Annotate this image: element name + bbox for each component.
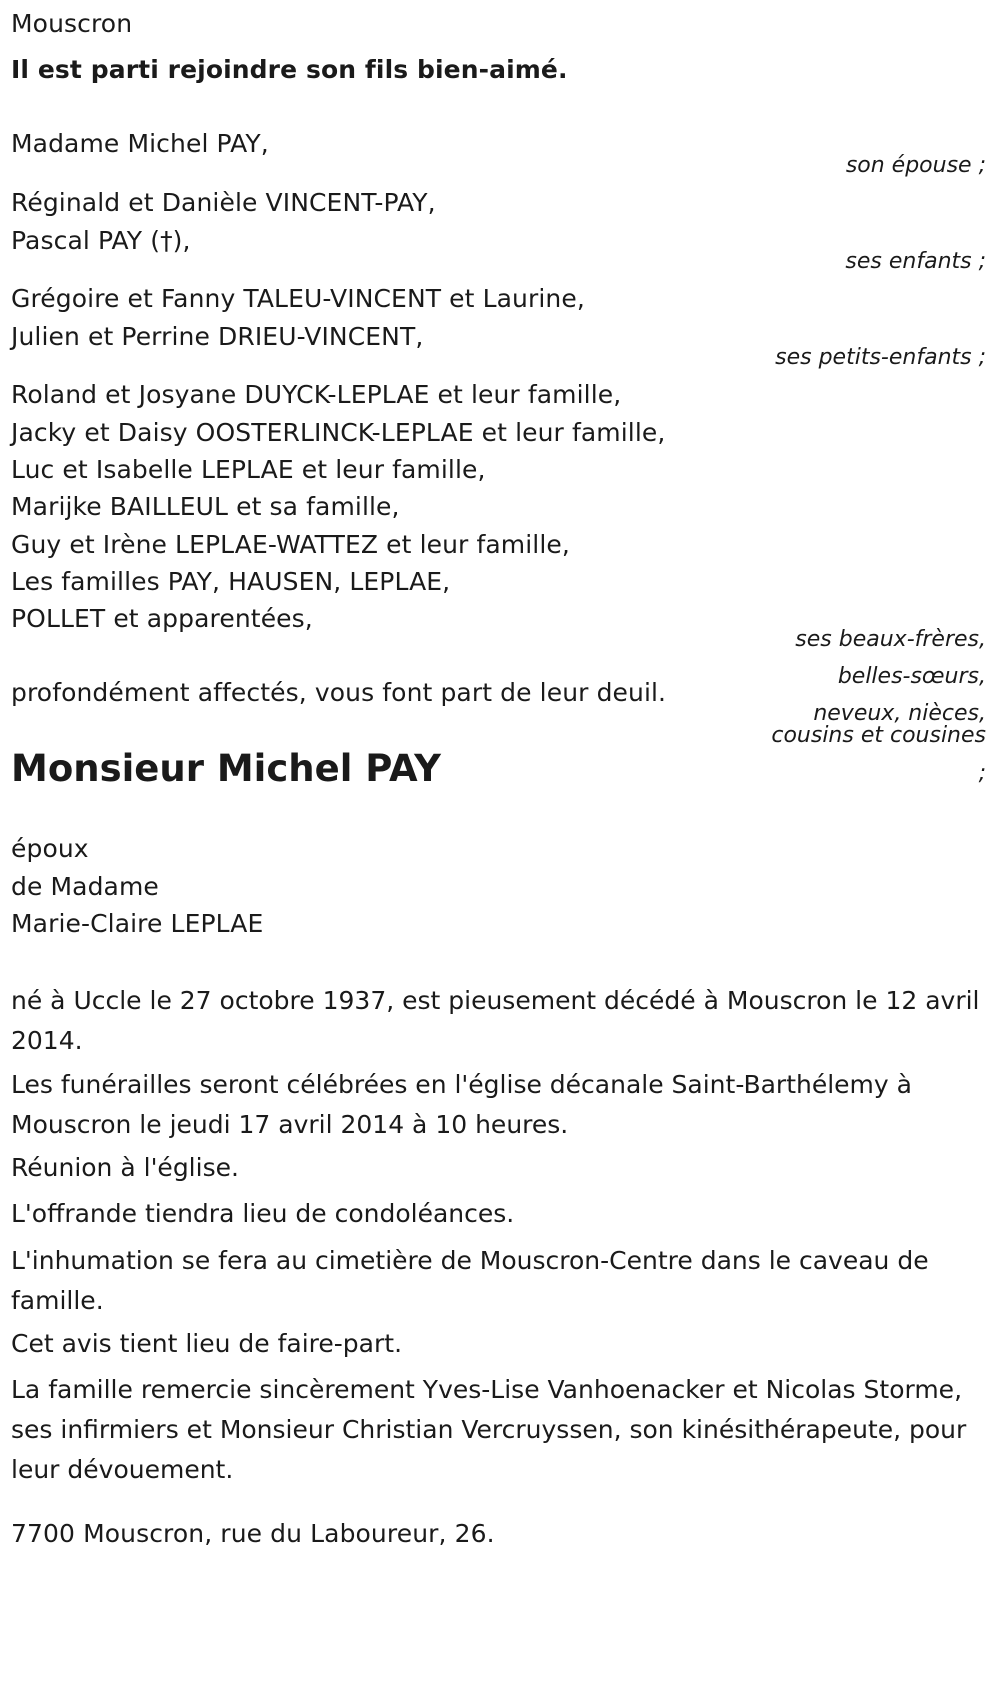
announcement: profondément affectés, vous font part de leur deuil. bbox=[11, 678, 667, 707]
role-label: neveux, nièces, bbox=[813, 701, 986, 726]
role-label: ses petits-enfants ; bbox=[775, 345, 986, 370]
town-name: Mouscron bbox=[11, 9, 133, 38]
address: 7700 Mouscron, rue du Laboureur, 26. bbox=[11, 1519, 495, 1548]
mourner-line: Julien et Perrine DRIEU-VINCENT, bbox=[11, 322, 424, 351]
mourner-line: Grégoire et Fanny TALEU-VINCENT et Laurine, bbox=[11, 284, 585, 313]
mourner-line: Jacky et Daisy OOSTERLINCK-LEPLAE et leur famille, bbox=[11, 418, 666, 447]
tagline: Il est parti rejoindre son fils bien-aimé. bbox=[11, 55, 568, 84]
role-label: son épouse ; bbox=[845, 153, 986, 178]
mourner-line: Pascal PAY (†), bbox=[11, 226, 191, 255]
mourner-line: Les familles PAY, HAUSEN, LEPLAE, bbox=[11, 567, 451, 596]
paragraph-notice: Cet avis tient lieu de faire-part. bbox=[11, 1329, 403, 1358]
mourner-line: POLLET et apparentées, bbox=[11, 604, 313, 633]
mourner-line: Réginald et Danièle VINCENT-PAY, bbox=[11, 188, 436, 217]
mourner-line: Roland et Josyane DUYCK-LEPLAE et leur famille, bbox=[11, 380, 622, 409]
paragraph-birth-death: né à Uccle le 27 octobre 1937, est pieusement décédé à Mouscron le 12 avril 2014. bbox=[11, 986, 980, 1055]
role-label: ses beaux-frères, bbox=[795, 627, 986, 652]
paragraph-burial: L'inhumation se fera au cimetière de Mouscron-Centre dans le caveau de famille. bbox=[11, 1246, 929, 1315]
role-label: cousins et cousines bbox=[771, 723, 986, 748]
mourner-line: Madame Michel PAY, bbox=[11, 129, 269, 158]
mourner-line: Marijke BAILLEUL et sa famille, bbox=[11, 492, 400, 521]
spouse-line: de Madame bbox=[11, 872, 159, 901]
role-label: belles-sœurs, bbox=[837, 664, 986, 689]
paragraph-thanks: La famille remercie sincèrement Yves-Lise Vanhoenacker et Nicolas Storme, ses infirmiers et Monsieur Christian Vercruyssen, son kinésithérapeute, pour leur dévouement. bbox=[11, 1375, 967, 1484]
role-label: ; bbox=[978, 761, 986, 786]
paragraph-offering: L'offrande tiendra lieu de condoléances. bbox=[11, 1199, 515, 1228]
spouse-line: Marie-Claire LEPLAE bbox=[11, 909, 264, 938]
role-label: ses enfants ; bbox=[845, 249, 986, 274]
paragraph-funeral: Les funérailles seront célébrées en l'église décanale Saint-Barthélemy à Mouscron le jeudi 17 avril 2014 à 10 heures. bbox=[11, 1070, 912, 1139]
deceased-name: Monsieur Michel PAY bbox=[11, 747, 441, 790]
paragraph-reunion: Réunion à l'église. bbox=[11, 1153, 239, 1182]
mourner-line: Luc et Isabelle LEPLAE et leur famille, bbox=[11, 455, 486, 484]
spouse-line: époux bbox=[11, 834, 89, 863]
mourner-line: Guy et Irène LEPLAE-WATTEZ et leur famille, bbox=[11, 530, 570, 559]
